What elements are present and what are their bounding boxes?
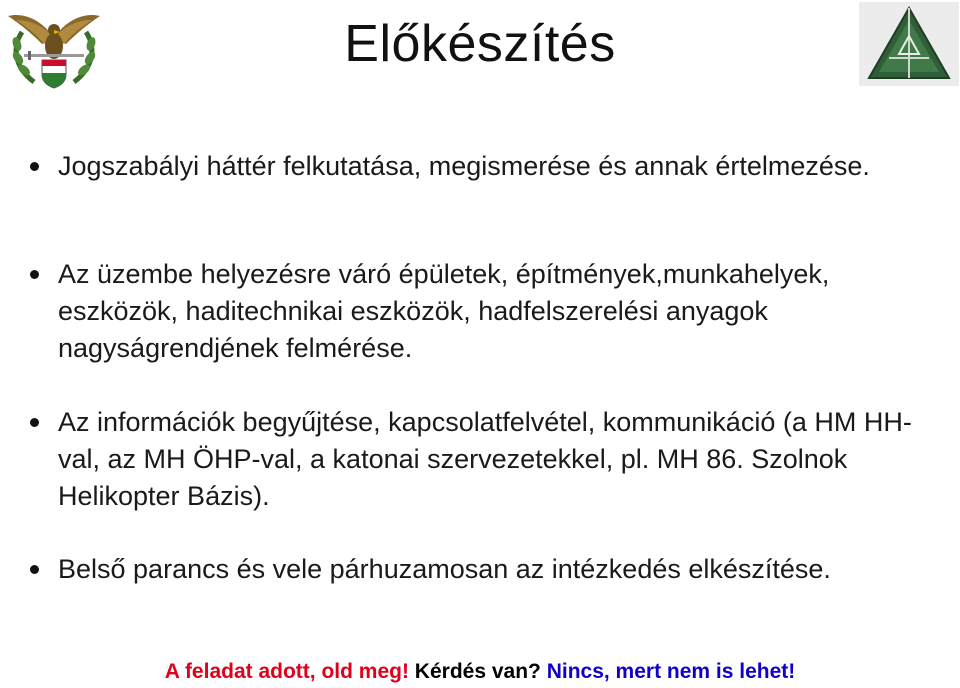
footer-slogan	[0, 660, 960, 684]
bullet-text: Jogszabályi háttér felkutatása, megismerése és annak értelmezése.	[58, 151, 870, 181]
bullet-dot-icon	[30, 565, 39, 574]
footer-part-black: Kérdés van?	[414, 660, 541, 683]
bullet-text: Belső parancs és vele párhuzamosan az intézkedés elkészítése.	[58, 554, 831, 584]
bullet-dot-icon	[30, 162, 39, 171]
bullet-dot-icon	[30, 418, 39, 427]
footer-part-blue: Nincs, mert nem is lehet!	[546, 660, 796, 683]
slide-title: Előkészítés	[344, 15, 616, 73]
bullet-text: Az információk begyűjtése, kapcsolatfelvétel, kommunikáció (a HM HH-val, az MH ÖHP-val, a katonai szervezetekkel, pl. MH 86. Szolnok Helikopter Bázis).	[58, 407, 912, 511]
bullet-dot-icon	[30, 270, 39, 279]
footer-part-red: A feladat adott, old meg!	[164, 660, 409, 683]
bullet-text: Az üzembe helyezésre váró épületek, építmények,munkahelyek, eszközök, haditechnikai eszközök, hadfelszerelési anyagok nagyságrendjének felmérése.	[58, 259, 830, 363]
